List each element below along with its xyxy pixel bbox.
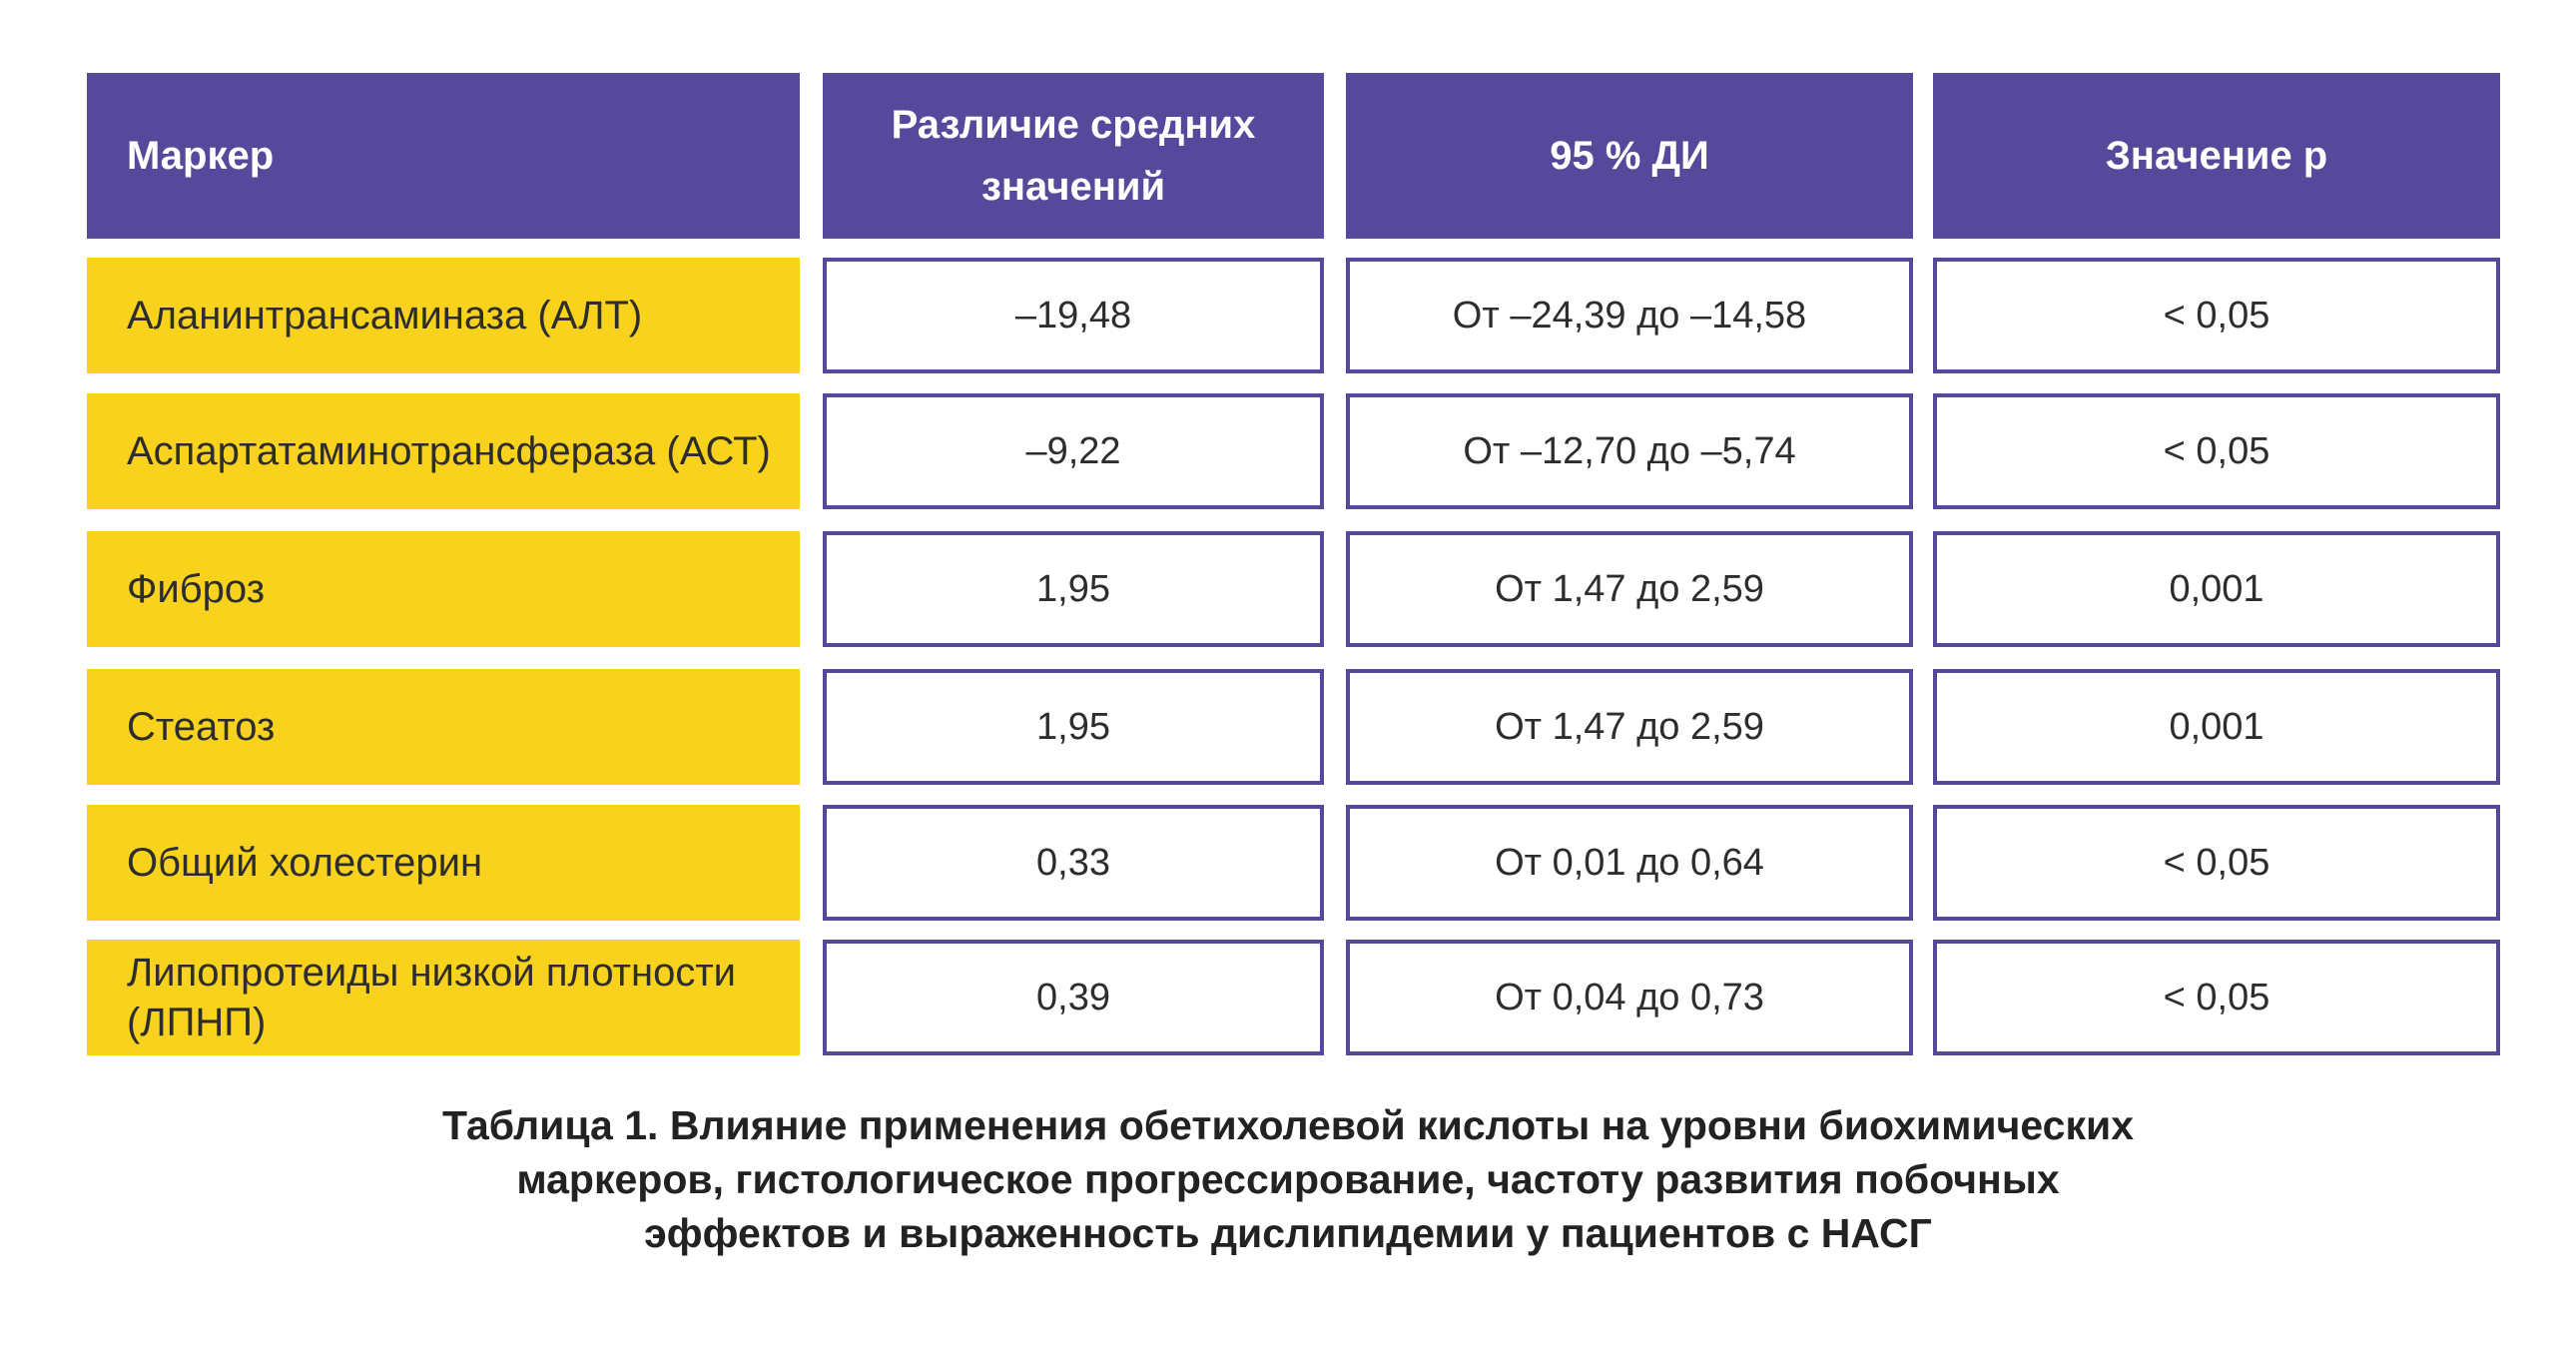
marker-label: Фиброз	[127, 567, 266, 611]
p-value: < 0,05	[2163, 976, 2270, 1018]
table-row-marker	[87, 805, 800, 921]
p-value: < 0,05	[2163, 429, 2270, 472]
table-row-diff	[823, 531, 1324, 647]
p-value: < 0,05	[2163, 294, 2270, 337]
table-row-ci	[1346, 393, 1913, 509]
diff-value: 0,33	[1036, 841, 1110, 884]
table-row-marker	[87, 940, 800, 1055]
table-row-diff	[823, 669, 1324, 785]
table-row-p	[1933, 669, 2500, 785]
table-row-p	[1933, 940, 2500, 1055]
marker-label: Аланинтрансаминаза (АЛТ)	[127, 294, 643, 338]
marker-label: Аспартатаминотрансфераза (АСТ)	[127, 429, 771, 473]
header-marker-label: Маркер	[127, 133, 275, 178]
table-row-p	[1933, 531, 2500, 647]
table-row-ci	[1346, 805, 1913, 921]
table-row-p	[1933, 393, 2500, 509]
table-row-marker	[87, 258, 800, 373]
diff-value: 0,39	[1036, 976, 1110, 1018]
ci-value: От 0,01 до 0,64	[1495, 841, 1764, 884]
table-row-ci	[1346, 258, 1913, 373]
diff-value: 1,95	[1036, 567, 1110, 610]
ci-value: От –24,39 до –14,58	[1452, 294, 1807, 337]
table-row-diff	[823, 393, 1324, 509]
header-ci-label: 95 % ДИ	[1550, 134, 1709, 178]
p-value: < 0,05	[2163, 841, 2270, 884]
diff-value: 1,95	[1036, 705, 1110, 748]
table-row-p	[1933, 805, 2500, 921]
diff-value: –9,22	[1025, 429, 1121, 472]
marker-label-line-2: (ЛПНП)	[127, 1001, 267, 1044]
caption-line-3: эффектов и выраженность дислипидемии у пациентов с НАСГ	[644, 1210, 1932, 1256]
table-row-ci	[1346, 940, 1913, 1055]
p-value: 0,001	[2169, 567, 2264, 610]
marker-label: Стеатоз	[127, 705, 276, 749]
table-row-marker	[87, 669, 800, 785]
ci-value: От –12,70 до –5,74	[1463, 429, 1796, 472]
marker-label: Общий холестерин	[127, 841, 483, 885]
table-row-ci	[1346, 669, 1913, 785]
table-row-diff	[823, 805, 1324, 921]
p-value: 0,001	[2169, 705, 2264, 748]
marker-label-line-1: Липопротеиды низкой плотности	[127, 951, 736, 995]
header-ci	[1346, 73, 1913, 239]
ci-value: От 0,04 до 0,73	[1495, 976, 1764, 1018]
diff-value: –19,48	[1014, 294, 1132, 337]
ci-value: От 1,47 до 2,59	[1495, 567, 1764, 610]
header-marker	[87, 73, 800, 239]
table-row-marker	[87, 531, 800, 647]
header-mean-difference-line-2: значений	[980, 165, 1166, 209]
header-p-value	[1933, 73, 2500, 239]
table-row-marker	[87, 393, 800, 509]
ci-value: От 1,47 до 2,59	[1495, 705, 1764, 748]
caption-line-2: маркеров, гистологическое прогрессирование, частоту развития побочных	[516, 1156, 2060, 1202]
table-row-diff	[823, 940, 1324, 1055]
table-row-ci	[1346, 531, 1913, 647]
table-row-diff	[823, 258, 1324, 373]
table-row-p	[1933, 258, 2500, 373]
header-mean-difference	[823, 73, 1324, 239]
caption-line-1: Таблица 1. Влияние применения обетихолевой кислоты на уровни биохимических	[441, 1102, 2135, 1148]
header-mean-difference-line-1: Различие средних	[891, 103, 1256, 147]
header-p-value-label: Значение р	[2105, 134, 2328, 178]
table-caption	[0, 1098, 2576, 1260]
